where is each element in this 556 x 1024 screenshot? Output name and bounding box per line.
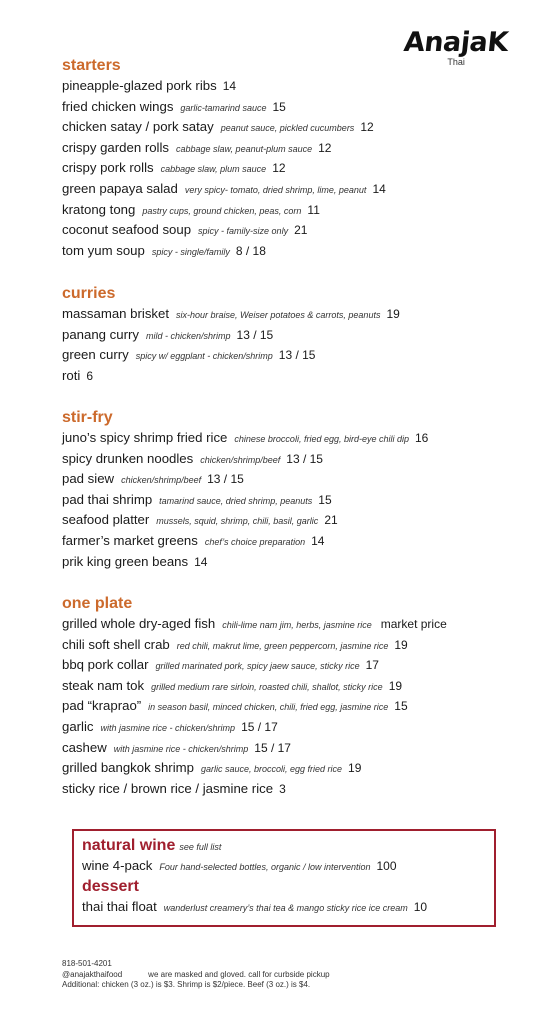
item-description: chili-lime nam jim, herbs, jasmine rice [222,620,372,630]
section-title: one plate [62,595,133,612]
item-description: six-hour braise, Weiser potatoes & carrots, peanuts [176,310,381,320]
menu-item [62,97,386,118]
footer-phone: 818-501-4201 [62,959,112,968]
menu-item [62,655,447,676]
item-price: 15 [272,99,286,114]
item-name: massaman brisket [62,306,170,321]
natural-wine-title [82,835,427,856]
section-stir-fry [62,408,428,572]
item-price: 100 [376,859,397,873]
menu-item [62,138,386,159]
item-price: market price [380,617,447,631]
menu-item [62,696,447,717]
item-price: 12 [272,161,286,176]
item-name: sticky rice / brown rice / jasmine rice [62,780,274,796]
item-name: chili soft shell crab [62,636,170,652]
item-name: pad “kraprao” [62,698,142,714]
menu-item [62,325,400,346]
item-price: 19 [394,637,408,652]
footer-notice: we are masked and gloved. call for curbside pickup [148,969,330,979]
item-name: farmer’s market greens [62,532,198,548]
item-description: pastry cups, ground chicken, peas, corn [142,205,302,216]
item-description: spicy - single/family [151,246,230,257]
item-name: cashew [62,739,107,755]
menu-item [62,117,386,138]
item-name: panang curry [62,326,139,342]
item-description: grilled medium rare sirloin, roasted chili, shallot, sticky rice [151,681,383,692]
menu-item-thai-thai-float [82,897,427,917]
restaurant-logo [404,28,508,67]
item-price: 14 [372,181,386,196]
item-description: chef’s choice preparation [204,536,306,547]
menu-item [62,738,447,759]
see-full-list-note: see full list [179,842,222,852]
menu-item [62,779,447,800]
item-name: grilled whole dry-aged fish [62,616,216,631]
item-name: pad siew [62,471,115,487]
menu-item [62,345,400,366]
section-one-plate [62,594,447,799]
menu-item [62,179,386,200]
item-name: pad thai shrimp [62,491,153,507]
menu-item [62,717,447,738]
item-price: 14 [222,79,237,93]
menu-item [62,531,428,552]
item-description: cabbage slaw, plum sauce [160,164,267,175]
item-name: pineapple-glazed pork ribs [62,78,217,93]
menu-item [62,158,386,179]
item-description: spicy w/ eggplant - chicken/shrimp [135,351,273,362]
menu-item [62,241,386,262]
section-title: curries [62,285,116,302]
natural-wine-heading: natural wine [82,837,176,854]
wine-dessert-box [72,829,496,927]
item-price: 13 / 15 [278,348,316,363]
item-name: seafood platter [62,512,150,528]
item-name: wine 4-pack [82,858,153,873]
menu-item [62,366,400,387]
item-description: chicken/shrimp/beef [121,475,202,486]
item-name: garlic [62,718,94,734]
item-name: thai thai float [82,899,157,914]
item-description: in season basil, minced chicken, chili, fried egg, jasmine rice [148,702,389,713]
menu-item [62,635,447,656]
item-price: 13 / 15 [207,472,244,487]
item-description: mussels, squid, shrimp, chili, basil, garlic [156,516,319,527]
item-price: 16 [415,431,429,445]
item-description: mild - chicken/shrimp [145,330,231,341]
item-description: Four hand-selected bottles, organic / low intervention [159,862,371,872]
menu-item [62,304,400,325]
item-price: 10 [413,900,428,914]
item-price: 17 [365,658,379,673]
item-description: cabbage slaw, peanut-plum sauce [176,143,313,154]
item-price: 3 [279,781,286,796]
item-description: with jasmine rice - chicken/shrimp [100,722,236,733]
item-name: coconut seafood soup [62,222,192,238]
item-name: fried chicken wings [62,98,174,114]
item-description: tamarind sauce, dried shrimp, peanuts [159,495,313,506]
item-description: chicken/shrimp/beef [200,454,281,465]
item-price: 15 / 17 [254,740,291,755]
menu-item [62,200,386,221]
item-description: peanut sauce, pickled cucumbers [220,123,355,134]
item-name: juno’s spicy shrimp fried rice [62,430,228,445]
item-price: 6 [86,368,94,383]
menu-item [62,76,386,97]
menu-item [62,758,447,779]
item-description: chinese broccoli, fried egg, bird-eye chili dip [234,434,409,444]
footer-additional: Additional: chicken (3 oz.) is $3. Shrimp is $2/piece. Beef (3 oz.) is $4. [62,980,311,989]
menu-item [62,676,447,697]
item-name: grilled bangkok shrimp [62,760,194,776]
section-title: stir-fry [62,409,113,426]
item-name: green papaya salad [62,180,178,196]
item-price: 13 / 15 [286,451,323,466]
item-name: steak nam tok [62,677,145,693]
section-starters [62,56,386,261]
item-description: garlic sauce, broccoli, egg fried rice [200,764,343,775]
menu-item [62,552,428,573]
item-price: 15 / 17 [241,719,278,734]
section-title: starters [62,57,121,74]
item-price: 19 [388,678,403,693]
item-price: 21 [294,223,308,238]
item-name: prik king green beans [62,553,189,569]
item-description: very spicy- tomato, dried shrimp, lime, peanut [184,184,367,195]
item-price: 19 [386,307,400,321]
item-description: wanderlust creamery’s thai tea & mango sticky rice ice cream [163,903,408,913]
item-name: tom yum soup [62,242,145,258]
item-price: 21 [324,513,338,528]
item-name: roti [62,367,81,383]
item-name: crispy pork rolls [62,160,154,176]
logo-subtitle: Thai [447,57,465,67]
item-description: spicy - family-size only [198,226,289,237]
item-price: 14 [311,533,325,548]
item-name: spicy drunken noodles [62,450,194,466]
menu-item [62,490,428,511]
item-description: with jasmine rice - chicken/shrimp [113,743,249,754]
item-price: 19 [348,761,362,776]
item-name: kratong tong [62,201,136,217]
item-price: 11 [307,202,320,217]
menu-item-wine-4-pack [82,856,427,876]
item-name: green curry [62,347,129,363]
item-description: grilled marinated pork, spicy jaew sauce, sticky rice [155,661,360,672]
item-description: garlic-tamarind sauce [180,102,267,113]
item-name: chicken satay / pork satay [62,119,214,135]
item-price: 13 / 15 [236,327,274,342]
item-description: red chili, makrut lime, green peppercorn, jasmine rice [176,640,389,651]
menu-item [62,220,386,241]
logo-wordmark: AnajaK [402,27,510,58]
item-price: 15 [318,492,332,507]
item-price: 12 [360,120,374,135]
menu-item [62,449,428,470]
item-name: crispy garden rolls [62,139,170,155]
menu-item [62,469,428,490]
dessert-title: dessert [82,878,139,895]
footer [62,959,330,991]
footer-handle: @anajakthaifood [62,969,123,979]
item-price: 12 [318,140,332,155]
menu-item [62,428,428,449]
item-price: 15 [394,699,408,714]
menu-item [62,510,428,531]
section-curries [62,284,400,386]
item-name: bbq pork collar [62,657,149,673]
menu-item [62,614,447,635]
item-price: 14 [194,554,208,569]
item-price: 8 / 18 [235,243,266,258]
